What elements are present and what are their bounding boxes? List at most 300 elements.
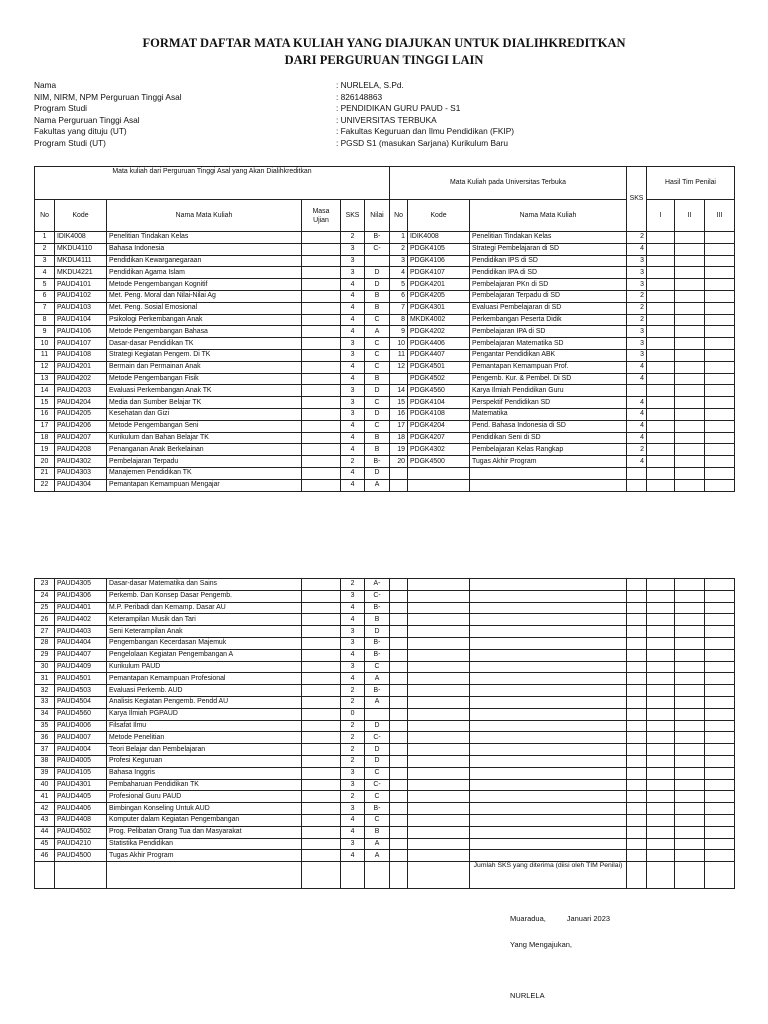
row-sks-ut: 4 <box>627 397 647 409</box>
row-nama-ut: Perspektif Pendidikan SD <box>470 397 627 409</box>
info-row <box>34 103 734 115</box>
row-sks-ut <box>627 755 647 767</box>
row-nama: Metode Pengembangan Seni <box>107 420 302 432</box>
row-sks: 4 <box>341 614 365 626</box>
row-hasil-2 <box>675 314 705 326</box>
row-sks: 3 <box>341 243 365 255</box>
row-sks-ut: 2 <box>627 232 647 244</box>
row-hasil-2 <box>675 685 705 697</box>
col-sks: SKS <box>341 200 365 232</box>
row-nama: Kurikulum dan Bahan Belajar TK <box>107 432 302 444</box>
row-sks: 4 <box>341 361 365 373</box>
submitter-label: Yang Mengajukan, <box>510 940 572 949</box>
row-nama-ut: Pembelajaran Matematika SD <box>470 338 627 350</box>
row-no-ut <box>390 779 408 791</box>
row-hasil-3 <box>705 779 735 791</box>
row-nama: Pemantapan Kemampuan Mengajar <box>107 479 302 491</box>
info-value: : PENDIDIKAN GURU PAUD - S1 <box>336 103 461 114</box>
row-nilai: C <box>365 397 390 409</box>
table-row <box>35 590 735 602</box>
row-hasil-1 <box>647 397 675 409</box>
info-value: : PGSD S1 (masukan Sarjana) Kurikulum Baru <box>336 137 508 148</box>
row-hasil-2 <box>675 673 705 685</box>
sks-ut-header: SKS <box>627 167 647 232</box>
row-kode: PAUD4004 <box>55 744 107 756</box>
row-nama-ut <box>470 685 627 697</box>
row-masa-ujian <box>302 408 341 420</box>
row-hasil-3 <box>705 243 735 255</box>
row-nama-ut: Pemantapan Kemampuan Prof. <box>470 361 627 373</box>
row-sks: 4 <box>341 602 365 614</box>
row-nama-ut: Pendidikan Seni di SD <box>470 432 627 444</box>
row-hasil-3 <box>705 302 735 314</box>
row-nilai: D <box>365 720 390 732</box>
row-sks-ut <box>627 685 647 697</box>
col-no: No <box>35 200 55 232</box>
row-masa-ujian <box>302 361 341 373</box>
row-sks-ut <box>627 385 647 397</box>
row-no: 6 <box>35 290 55 302</box>
row-sks-ut <box>627 708 647 720</box>
row-sks: 0 <box>341 708 365 720</box>
row-kode-ut: IDIK4008 <box>408 232 470 244</box>
row-hasil-2 <box>675 791 705 803</box>
row-nilai: C- <box>365 779 390 791</box>
info-label: Nama Perguruan Tinggi Asal <box>34 114 140 125</box>
table-row <box>35 637 735 649</box>
row-kode-ut <box>408 673 470 685</box>
table-row <box>35 290 735 302</box>
row-kode: PAUD4102 <box>55 290 107 302</box>
row-kode: PAUD4101 <box>55 279 107 291</box>
row-nama: Kurikulum PAUD <box>107 661 302 673</box>
row-hasil-2 <box>675 432 705 444</box>
row-kode: PAUD4560 <box>55 708 107 720</box>
row-kode-ut <box>408 814 470 826</box>
row-nama: Metode Penelitian <box>107 732 302 744</box>
row-no-ut: 11 <box>390 349 408 361</box>
table-row <box>35 255 735 267</box>
row-sks: 3 <box>341 408 365 420</box>
row-hasil-1 <box>647 673 675 685</box>
row-masa-ujian <box>302 744 341 756</box>
row-hasil-3 <box>705 614 735 626</box>
row-no-ut <box>390 732 408 744</box>
row-hasil-1 <box>647 326 675 338</box>
row-sks: 4 <box>341 850 365 862</box>
row-nama: Dasar-dasar Matematika dan Sains <box>107 579 302 591</box>
row-hasil-2 <box>675 814 705 826</box>
row-kode-ut <box>408 850 470 862</box>
row-no: 36 <box>35 732 55 744</box>
row-sks-ut <box>627 637 647 649</box>
table-row <box>35 326 735 338</box>
row-no: 19 <box>35 444 55 456</box>
total-empty-cell <box>390 862 408 889</box>
row-kode: PAUD4207 <box>55 432 107 444</box>
row-kode-ut <box>408 479 470 491</box>
row-nilai: D <box>365 267 390 279</box>
table-row <box>35 338 735 350</box>
total-empty-cell <box>341 862 365 889</box>
row-sks: 4 <box>341 467 365 479</box>
row-sks-ut: 4 <box>627 243 647 255</box>
row-kode-ut <box>408 602 470 614</box>
row-no: 38 <box>35 755 55 767</box>
row-hasil-1 <box>647 708 675 720</box>
row-sks: 3 <box>341 590 365 602</box>
row-masa-ujian <box>302 373 341 385</box>
row-sks: 3 <box>341 385 365 397</box>
row-sks-ut: 3 <box>627 349 647 361</box>
row-hasil-3 <box>705 467 735 479</box>
row-no-ut <box>390 791 408 803</box>
row-kode-ut: PDGK4502 <box>408 373 470 385</box>
row-no-ut <box>390 744 408 756</box>
row-hasil-1 <box>647 408 675 420</box>
row-hasil-3 <box>705 626 735 638</box>
row-sks-ut: 2 <box>627 290 647 302</box>
row-sks-ut <box>627 626 647 638</box>
row-nilai: D <box>365 385 390 397</box>
row-no: 29 <box>35 649 55 661</box>
row-hasil-1 <box>647 826 675 838</box>
total-empty-cell <box>365 862 390 889</box>
row-hasil-1 <box>647 744 675 756</box>
row-hasil-2 <box>675 232 705 244</box>
total-empty-cell <box>107 862 302 889</box>
row-hasil-3 <box>705 326 735 338</box>
row-no: 45 <box>35 838 55 850</box>
row-no-ut <box>390 579 408 591</box>
row-hasil-2 <box>675 767 705 779</box>
row-nama-ut: Karya Ilmiah Pendidikan Guru <box>470 385 627 397</box>
row-masa-ujian <box>302 444 341 456</box>
row-sks: 4 <box>341 420 365 432</box>
ut-group-header: Mata Kuliah pada Universitas Terbuka <box>390 167 627 200</box>
table-row <box>35 791 735 803</box>
row-sks-ut <box>627 590 647 602</box>
row-nama: M.P. Peribadi dan Kemamp. Dasar AU <box>107 602 302 614</box>
row-no: 22 <box>35 479 55 491</box>
row-nama-ut <box>470 755 627 767</box>
row-sks-ut: 4 <box>627 432 647 444</box>
row-nama: Karya Ilmiah PGPAUD <box>107 708 302 720</box>
table-row <box>35 361 735 373</box>
row-nama: Statistika Pendidikan <box>107 838 302 850</box>
row-kode: PAUD4204 <box>55 397 107 409</box>
col-hasil-3: III <box>705 200 735 232</box>
row-kode: PAUD4105 <box>55 767 107 779</box>
row-no-ut: 7 <box>390 302 408 314</box>
table-row <box>35 314 735 326</box>
row-hasil-3 <box>705 649 735 661</box>
row-sks: 2 <box>341 755 365 767</box>
row-nilai: B <box>365 432 390 444</box>
col-masa-ujian: Masa Ujian <box>302 200 341 232</box>
row-no: 46 <box>35 850 55 862</box>
row-sks: 3 <box>341 255 365 267</box>
row-hasil-1 <box>647 755 675 767</box>
row-nilai: D <box>365 744 390 756</box>
row-kode-ut <box>408 637 470 649</box>
row-hasil-2 <box>675 338 705 350</box>
row-sks-ut <box>627 602 647 614</box>
row-hasil-3 <box>705 767 735 779</box>
row-kode: PAUD4502 <box>55 826 107 838</box>
row-nama: Filsafat Ilmu <box>107 720 302 732</box>
row-hasil-3 <box>705 791 735 803</box>
row-masa-ujian <box>302 302 341 314</box>
row-no-ut: 3 <box>390 255 408 267</box>
row-hasil-3 <box>705 432 735 444</box>
row-hasil-2 <box>675 732 705 744</box>
row-hasil-3 <box>705 602 735 614</box>
row-hasil-2 <box>675 696 705 708</box>
row-kode-ut: PDGK4205 <box>408 290 470 302</box>
row-kode: PAUD4407 <box>55 649 107 661</box>
row-no-ut: 5 <box>390 279 408 291</box>
row-no: 4 <box>35 267 55 279</box>
document-title-line2: DARI PERGURUAN TINGGI LAIN <box>284 53 484 67</box>
row-no: 18 <box>35 432 55 444</box>
row-sks-ut <box>627 467 647 479</box>
row-hasil-2 <box>675 850 705 862</box>
row-nama-ut: Strategi Pembelajaran di SD <box>470 243 627 255</box>
row-sks: 4 <box>341 479 365 491</box>
row-no: 25 <box>35 602 55 614</box>
row-nama: Pembelajaran Terpadu <box>107 456 302 468</box>
row-no-ut <box>390 590 408 602</box>
row-hasil-2 <box>675 637 705 649</box>
table-row <box>35 385 735 397</box>
row-no-ut: 4 <box>390 267 408 279</box>
table-row <box>35 267 735 279</box>
row-sks-ut: 2 <box>627 444 647 456</box>
row-hasil-1 <box>647 279 675 291</box>
row-kode: PAUD4107 <box>55 338 107 350</box>
row-masa-ujian <box>302 590 341 602</box>
row-no: 44 <box>35 826 55 838</box>
row-sks: 4 <box>341 826 365 838</box>
row-sks-ut: 3 <box>627 255 647 267</box>
row-nama: Metode Pengembangan Kognitif <box>107 279 302 291</box>
row-kode-ut: PDGK4560 <box>408 385 470 397</box>
row-sks: 2 <box>341 696 365 708</box>
row-masa-ujian <box>302 826 341 838</box>
row-nilai: B- <box>365 232 390 244</box>
row-masa-ujian <box>302 767 341 779</box>
row-hasil-3 <box>705 255 735 267</box>
row-masa-ujian <box>302 803 341 815</box>
row-sks-ut <box>627 791 647 803</box>
row-hasil-3 <box>705 349 735 361</box>
row-no: 20 <box>35 456 55 468</box>
row-hasil-2 <box>675 649 705 661</box>
row-kode-ut <box>408 755 470 767</box>
row-sks-ut <box>627 579 647 591</box>
total-empty-cell <box>35 862 55 889</box>
row-nama-ut: Penelitian Tindakan Kelas <box>470 232 627 244</box>
row-kode: PAUD4006 <box>55 720 107 732</box>
row-masa-ujian <box>302 385 341 397</box>
row-hasil-1 <box>647 232 675 244</box>
row-no: 16 <box>35 408 55 420</box>
row-hasil-1 <box>647 302 675 314</box>
row-hasil-3 <box>705 590 735 602</box>
row-hasil-2 <box>675 397 705 409</box>
row-nama: Bahasa Indonesia <box>107 243 302 255</box>
row-hasil-1 <box>647 467 675 479</box>
row-no-ut: 12 <box>390 361 408 373</box>
row-nama: Bahasa Inggris <box>107 767 302 779</box>
row-hasil-1 <box>647 349 675 361</box>
table-row <box>35 850 735 862</box>
row-sks-ut <box>627 826 647 838</box>
row-hasil-1 <box>647 444 675 456</box>
row-hasil-2 <box>675 420 705 432</box>
row-no: 28 <box>35 637 55 649</box>
row-no: 26 <box>35 614 55 626</box>
row-kode-ut <box>408 708 470 720</box>
row-kode: PAUD4007 <box>55 732 107 744</box>
row-sks: 2 <box>341 685 365 697</box>
row-hasil-2 <box>675 444 705 456</box>
row-hasil-2 <box>675 602 705 614</box>
row-kode: PAUD4501 <box>55 673 107 685</box>
row-hasil-1 <box>647 602 675 614</box>
row-kode-ut: PDGK4207 <box>408 432 470 444</box>
row-no: 27 <box>35 626 55 638</box>
row-no-ut <box>390 602 408 614</box>
row-kode: PAUD4306 <box>55 590 107 602</box>
row-no-ut <box>390 826 408 838</box>
table-row <box>35 579 735 591</box>
row-nama: Keterampilan Musik dan Tari <box>107 614 302 626</box>
row-nilai: B <box>365 614 390 626</box>
info-value: : UNIVERSITAS TERBUKA <box>336 114 437 125</box>
row-no-ut: 19 <box>390 444 408 456</box>
row-sks-ut: 3 <box>627 267 647 279</box>
row-hasil-1 <box>647 338 675 350</box>
row-masa-ujian <box>302 232 341 244</box>
row-sks-ut: 4 <box>627 456 647 468</box>
row-no-ut: 2 <box>390 243 408 255</box>
row-nama-ut: Perkembangan Peserta Didik <box>470 314 627 326</box>
row-no-ut: 8 <box>390 314 408 326</box>
info-label: NIM, NIRM, NPM Perguruan Tinggi Asal <box>34 91 182 102</box>
row-no: 43 <box>35 814 55 826</box>
row-hasil-2 <box>675 720 705 732</box>
row-no: 35 <box>35 720 55 732</box>
row-hasil-2 <box>675 349 705 361</box>
row-masa-ujian <box>302 243 341 255</box>
row-masa-ujian <box>302 338 341 350</box>
row-hasil-1 <box>647 361 675 373</box>
table-row <box>35 708 735 720</box>
row-hasil-2 <box>675 479 705 491</box>
row-nilai: C- <box>365 590 390 602</box>
table-row <box>35 232 735 244</box>
row-nilai: C <box>365 361 390 373</box>
row-hasil-3 <box>705 685 735 697</box>
row-nama-ut <box>470 744 627 756</box>
row-no-ut <box>390 649 408 661</box>
row-masa-ujian <box>302 267 341 279</box>
row-hasil-3 <box>705 314 735 326</box>
row-kode-ut <box>408 779 470 791</box>
row-kode: PAUD4203 <box>55 385 107 397</box>
row-hasil-1 <box>647 385 675 397</box>
row-kode-ut <box>408 649 470 661</box>
row-no: 24 <box>35 590 55 602</box>
row-kode-ut <box>408 661 470 673</box>
row-nilai: C <box>365 661 390 673</box>
row-no: 37 <box>35 744 55 756</box>
row-hasil-2 <box>675 326 705 338</box>
row-kode: PAUD4500 <box>55 850 107 862</box>
row-hasil-2 <box>675 755 705 767</box>
row-hasil-1 <box>647 373 675 385</box>
row-hasil-2 <box>675 826 705 838</box>
row-hasil-2 <box>675 302 705 314</box>
row-hasil-3 <box>705 732 735 744</box>
row-no-ut <box>390 708 408 720</box>
row-no-ut <box>390 803 408 815</box>
row-nama-ut <box>470 732 627 744</box>
table-row <box>35 467 735 479</box>
row-kode-ut <box>408 744 470 756</box>
row-kode: MKDU4110 <box>55 243 107 255</box>
row-sks: 2 <box>341 744 365 756</box>
row-nilai: A <box>365 838 390 850</box>
table-row <box>35 444 735 456</box>
table-row <box>35 720 735 732</box>
row-nama: Dasar-dasar Pendidikan TK <box>107 338 302 350</box>
row-sks-ut <box>627 732 647 744</box>
col-nama-ut: Nama Mata Kuliah <box>470 200 627 232</box>
row-hasil-2 <box>675 779 705 791</box>
row-kode: PAUD4208 <box>55 444 107 456</box>
row-nilai: B- <box>365 685 390 697</box>
row-nama: Prog. Pelibatan Orang Tua dan Masyarakat <box>107 826 302 838</box>
row-hasil-2 <box>675 255 705 267</box>
table-row <box>35 432 735 444</box>
col-nilai: Nilai <box>365 200 390 232</box>
row-hasil-1 <box>647 614 675 626</box>
row-nama-ut <box>470 814 627 826</box>
row-no: 9 <box>35 326 55 338</box>
row-hasil-1 <box>647 661 675 673</box>
table-row <box>35 732 735 744</box>
row-kode-ut: PDGK4501 <box>408 361 470 373</box>
row-hasil-3 <box>705 456 735 468</box>
row-hasil-3 <box>705 232 735 244</box>
row-hasil-2 <box>675 279 705 291</box>
row-kode-ut <box>408 732 470 744</box>
row-hasil-1 <box>647 838 675 850</box>
row-kode: PAUD4302 <box>55 456 107 468</box>
row-kode: PAUD4401 <box>55 602 107 614</box>
row-masa-ujian <box>302 397 341 409</box>
row-kode: PAUD4106 <box>55 326 107 338</box>
row-hasil-1 <box>647 243 675 255</box>
row-no: 23 <box>35 579 55 591</box>
row-nama-ut: Pengemb. Kur. & Pembel. Di SD <box>470 373 627 385</box>
row-kode: PAUD4210 <box>55 838 107 850</box>
table-row <box>35 602 735 614</box>
info-label: Program Studi <box>34 103 88 114</box>
